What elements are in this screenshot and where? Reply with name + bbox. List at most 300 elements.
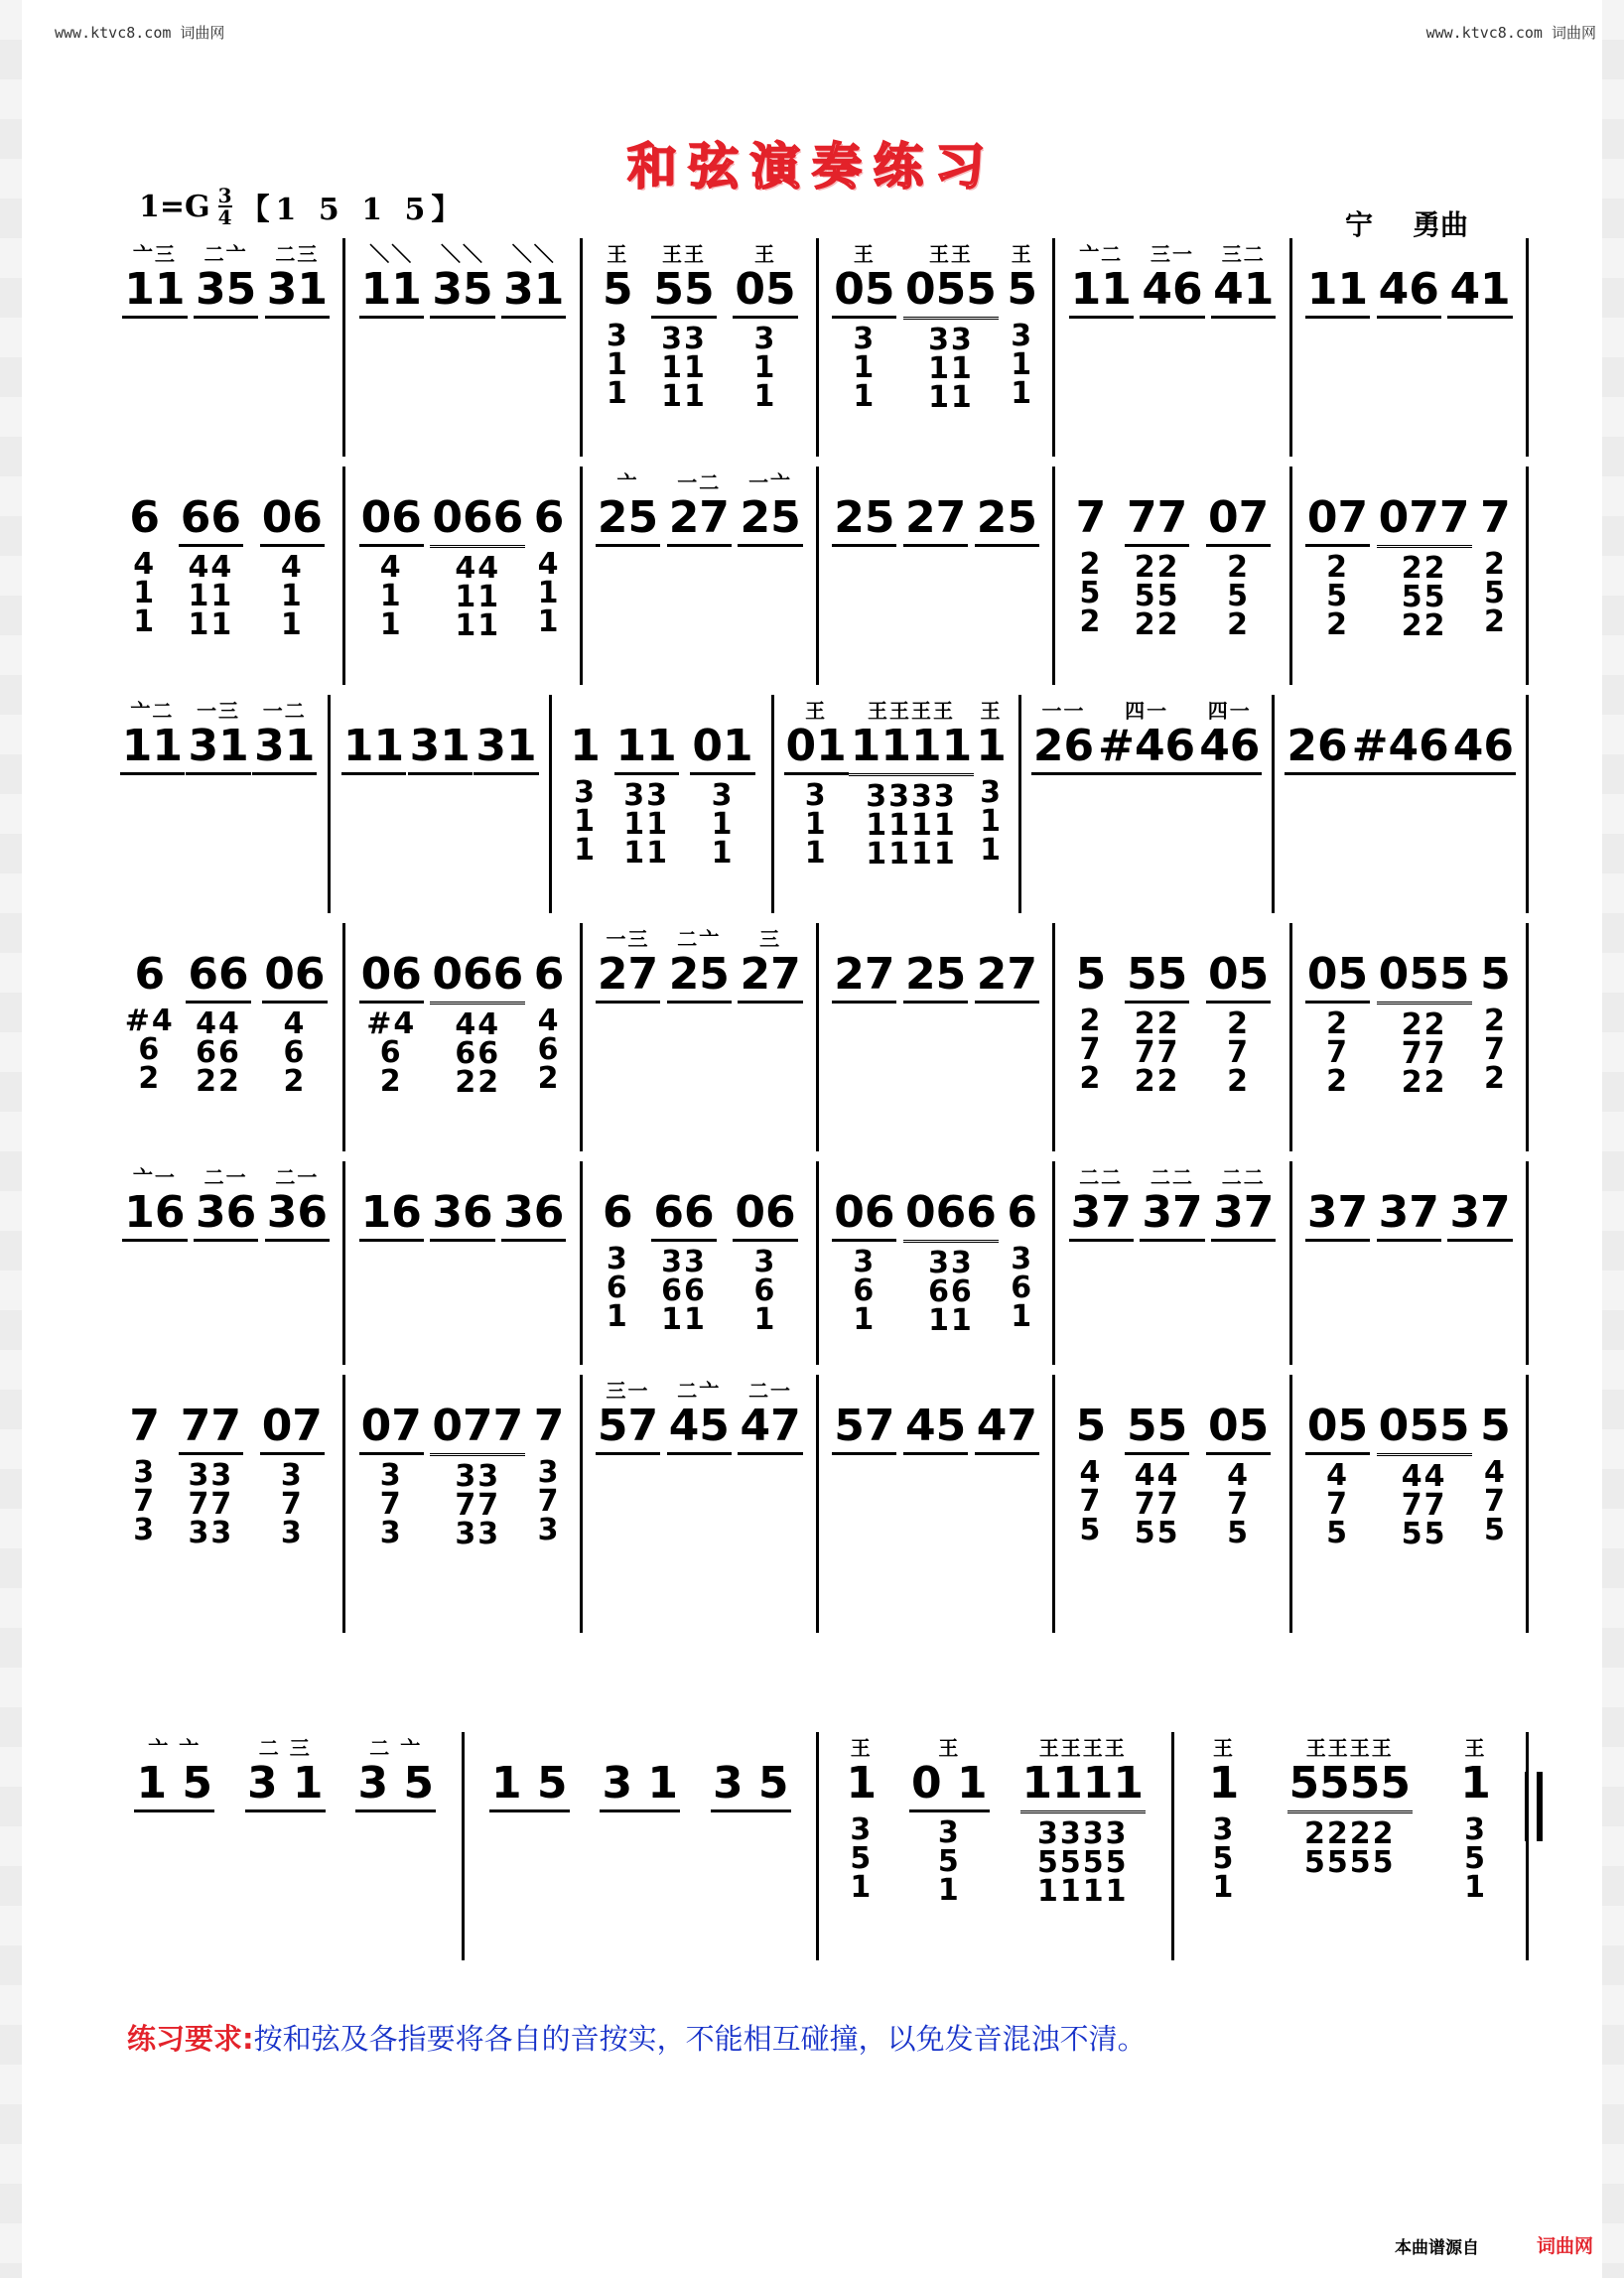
note-group bbox=[596, 1375, 660, 1455]
note-group bbox=[1305, 923, 1370, 1099]
measure bbox=[109, 238, 345, 457]
jianpu-note: 66 bbox=[651, 1187, 716, 1242]
note-group bbox=[1377, 467, 1472, 643]
jianpu-note: 06 bbox=[359, 949, 424, 1004]
chord-stack: 3333 1111 1111 bbox=[866, 779, 957, 871]
jianpu-note: 31 bbox=[265, 264, 330, 319]
fingering-mark: ＼＼ bbox=[369, 242, 414, 266]
chord-stack: #4 6 2 bbox=[124, 1004, 175, 1096]
note-group bbox=[355, 1732, 436, 1812]
chord-stack: 3 1 1 bbox=[804, 778, 828, 871]
chord-stack: 4 6 2 bbox=[537, 1004, 561, 1096]
chord-stack: 33 66 11 bbox=[661, 1245, 707, 1337]
jianpu-note: 45 bbox=[667, 1401, 732, 1455]
note-group bbox=[430, 1161, 494, 1242]
time-signature: 3 4 bbox=[217, 184, 232, 229]
fingering-mark: 王 bbox=[607, 242, 629, 266]
note-group bbox=[134, 1732, 214, 1812]
score-row bbox=[109, 1732, 1529, 1960]
note-group bbox=[1305, 467, 1370, 642]
note-group bbox=[1478, 1375, 1513, 1547]
measure bbox=[1292, 923, 1529, 1151]
chord-stack: 3333 5555 1111 bbox=[1037, 1816, 1129, 1909]
note-group bbox=[341, 695, 406, 775]
measure bbox=[345, 1161, 582, 1365]
note-group bbox=[568, 695, 603, 868]
fingering-mark: 三 bbox=[759, 927, 782, 951]
note-group bbox=[1377, 1375, 1472, 1551]
note-group bbox=[359, 1161, 424, 1242]
jianpu-note: 1 bbox=[570, 721, 601, 771]
note-group bbox=[430, 238, 494, 319]
note-group bbox=[844, 1732, 879, 1905]
jianpu-note: 25 bbox=[903, 949, 968, 1004]
note-group bbox=[903, 1375, 968, 1455]
note-group bbox=[1211, 1161, 1276, 1242]
note-group bbox=[1069, 1161, 1134, 1242]
jianpu-note: 36 bbox=[265, 1187, 330, 1242]
note-group bbox=[265, 238, 330, 319]
note-group bbox=[1478, 923, 1513, 1096]
note-group bbox=[832, 238, 896, 414]
jianpu-note: 077 bbox=[1377, 492, 1472, 548]
fingering-mark: 二二 bbox=[1221, 1165, 1266, 1189]
chord-stack: 4 7 5 bbox=[1483, 1455, 1507, 1547]
note-group bbox=[974, 695, 1009, 868]
fingering-mark: 一二 bbox=[262, 699, 307, 723]
note-group bbox=[651, 238, 716, 414]
jianpu-note: #46 bbox=[1350, 721, 1451, 775]
jianpu-note: 05 bbox=[1206, 949, 1271, 1004]
chord-stack: 33 11 11 bbox=[661, 322, 707, 414]
chord-stack: 3 6 1 bbox=[753, 1245, 777, 1337]
note-group bbox=[1305, 1375, 1370, 1550]
chord-stack: 3 1 1 bbox=[711, 778, 735, 871]
note-group bbox=[600, 1732, 680, 1812]
jianpu-note: 07 bbox=[359, 1401, 424, 1455]
note-group bbox=[1074, 923, 1109, 1096]
note-group bbox=[738, 467, 802, 547]
chord-stack: 22 55 22 bbox=[1401, 551, 1447, 643]
chord-stack: 4 1 1 bbox=[537, 547, 561, 639]
note-group bbox=[903, 923, 968, 1004]
key-label: 1=G bbox=[139, 189, 210, 224]
fingering-mark: 一二 bbox=[677, 470, 722, 494]
jianpu-note: 11 bbox=[1069, 264, 1134, 319]
fingering-mark: 王王 bbox=[928, 242, 973, 266]
fingering-mark: 王王 bbox=[661, 242, 706, 266]
measure bbox=[819, 1732, 1174, 1960]
score-row bbox=[109, 238, 1529, 457]
jianpu-note: 16 bbox=[359, 1187, 424, 1242]
note-group bbox=[1125, 923, 1189, 1099]
note-group bbox=[738, 1375, 802, 1455]
note-group bbox=[1020, 1732, 1146, 1909]
jianpu-note: 3 5 bbox=[711, 1758, 791, 1812]
jianpu-note: 5 bbox=[1480, 949, 1511, 1000]
jianpu-note: 46 bbox=[1451, 721, 1516, 775]
chord-stack: 44 77 55 bbox=[1401, 1459, 1447, 1551]
fingering-mark: 王 bbox=[938, 1736, 961, 1760]
jianpu-note: 7 bbox=[129, 1401, 160, 1451]
chord-stack: 33 77 33 bbox=[455, 1459, 501, 1551]
note-group bbox=[1074, 1375, 1109, 1547]
chord-stack: 4 7 5 bbox=[1227, 1458, 1251, 1550]
note-group bbox=[1206, 467, 1271, 642]
note-group bbox=[1377, 923, 1472, 1100]
jianpu-note: 5 bbox=[603, 264, 633, 315]
note-group bbox=[194, 238, 258, 319]
practice-requirement bbox=[127, 2017, 1147, 2058]
fingering-mark: 王 bbox=[1464, 1736, 1487, 1760]
score-row bbox=[109, 467, 1529, 685]
jianpu-note: 066 bbox=[903, 1187, 999, 1243]
measure bbox=[583, 1161, 819, 1365]
note-group bbox=[1206, 1375, 1271, 1550]
note-group bbox=[265, 1161, 330, 1242]
jianpu-note: 11 bbox=[341, 721, 406, 775]
measure bbox=[583, 1375, 819, 1633]
note-group bbox=[1447, 238, 1512, 319]
site-watermark-left: www.ktvc8.com 词曲网 bbox=[55, 24, 225, 42]
fingering-mark: 二一 bbox=[275, 1165, 320, 1189]
note-group bbox=[1125, 1375, 1189, 1550]
key-signature bbox=[139, 185, 467, 228]
jianpu-note: 3 1 bbox=[245, 1758, 326, 1812]
note-group bbox=[711, 1732, 791, 1812]
fingering-mark: 王 bbox=[805, 699, 828, 723]
chord-stack: 3 7 3 bbox=[280, 1458, 304, 1550]
jianpu-note: 5555 bbox=[1287, 1758, 1413, 1813]
jianpu-note: 07 bbox=[1305, 492, 1370, 547]
measure bbox=[109, 1161, 345, 1365]
measure bbox=[109, 923, 345, 1151]
note-group bbox=[1305, 238, 1370, 319]
tuning-label: 【1 5 1 5】 bbox=[239, 193, 468, 227]
chord-stack: 44 77 55 bbox=[1134, 1458, 1180, 1550]
fingering-mark: 亠二 bbox=[130, 699, 175, 723]
chord-stack: 3 1 1 bbox=[980, 775, 1003, 868]
right-margin-strip bbox=[1602, 0, 1624, 2278]
jianpu-note: 77 bbox=[1125, 492, 1189, 547]
note-group bbox=[832, 1161, 896, 1337]
measure bbox=[583, 467, 819, 685]
jianpu-note: 41 bbox=[1211, 264, 1276, 319]
chord-stack: 33 11 11 bbox=[623, 778, 669, 871]
chord-stack: 3 1 1 bbox=[606, 319, 629, 411]
jianpu-note: 31 bbox=[186, 721, 250, 775]
jianpu-note: 0 1 bbox=[909, 1758, 990, 1812]
jianpu-note: 07 bbox=[1206, 492, 1271, 547]
jianpu-note: 31 bbox=[408, 721, 473, 775]
measure bbox=[1292, 1375, 1529, 1633]
note-group bbox=[127, 1375, 162, 1547]
jianpu-note: 07 bbox=[260, 1401, 325, 1455]
jianpu-note: 46 bbox=[1140, 264, 1204, 319]
source-label: 本曲谱源自 bbox=[1395, 2238, 1479, 2257]
chord-stack: 3 7 3 bbox=[133, 1455, 157, 1547]
jianpu-note: 6 bbox=[603, 1187, 633, 1238]
measure bbox=[819, 1161, 1055, 1365]
note-group bbox=[849, 695, 974, 869]
note-group bbox=[738, 923, 802, 1004]
chord-stack: 3 7 3 bbox=[379, 1458, 403, 1550]
chord-stack: 3 6 1 bbox=[606, 1242, 629, 1334]
jianpu-note: 3 5 bbox=[355, 1758, 436, 1812]
jianpu-note: 37 bbox=[1069, 1187, 1134, 1242]
note-group bbox=[1478, 467, 1513, 639]
jianpu-note: 57 bbox=[832, 1401, 896, 1455]
note-group bbox=[186, 695, 250, 775]
jianpu-note: 1 bbox=[1460, 1758, 1491, 1809]
jianpu-note: 05 bbox=[832, 264, 896, 319]
note-group bbox=[1140, 238, 1204, 319]
chord-stack: 3 7 3 bbox=[537, 1455, 561, 1547]
jianpu-note: 11 bbox=[120, 721, 185, 775]
jianpu-note: 01 bbox=[690, 721, 754, 775]
jianpu-note: 25 bbox=[667, 949, 732, 1004]
jianpu-note: 5 bbox=[1007, 264, 1038, 315]
score-row bbox=[109, 923, 1529, 1151]
fingering-mark: 亠一 bbox=[132, 1165, 177, 1189]
fingering-mark: 三二 bbox=[1221, 242, 1266, 266]
chord-stack: 2 7 2 bbox=[1326, 1006, 1349, 1099]
note-group bbox=[909, 1732, 990, 1908]
jianpu-note: 066 bbox=[430, 492, 525, 548]
note-group bbox=[667, 923, 732, 1004]
jianpu-note: 66 bbox=[186, 949, 250, 1004]
jianpu-note: 16 bbox=[122, 1187, 187, 1242]
jianpu-note: 5 bbox=[1480, 1401, 1511, 1451]
note-group bbox=[1005, 238, 1039, 411]
chord-stack: 4 1 1 bbox=[280, 550, 304, 642]
note-group bbox=[1074, 467, 1109, 639]
chord-stack: #4 6 2 bbox=[366, 1006, 417, 1099]
score-row bbox=[109, 1161, 1529, 1365]
chord-stack: 3 1 1 bbox=[574, 775, 597, 868]
measure bbox=[774, 695, 1021, 913]
composer: 宁 勇曲 bbox=[1345, 208, 1469, 241]
chord-stack: 4 1 1 bbox=[133, 547, 157, 639]
jianpu-note: 6 bbox=[1007, 1187, 1038, 1238]
note-group bbox=[474, 695, 538, 775]
jianpu-note: 25 bbox=[738, 492, 802, 547]
jianpu-note: 055 bbox=[1377, 949, 1472, 1005]
measure bbox=[1292, 1161, 1529, 1365]
note-group bbox=[975, 467, 1039, 547]
jianpu-note: 7 bbox=[1075, 492, 1107, 543]
measure bbox=[583, 238, 819, 457]
jianpu-note: 06 bbox=[262, 949, 327, 1004]
jianpu-note: 47 bbox=[975, 1401, 1039, 1455]
fingering-mark: 一三 bbox=[606, 927, 650, 951]
jianpu-note: 6 bbox=[129, 492, 160, 543]
jianpu-note: #46 bbox=[1096, 721, 1197, 775]
jianpu-note: 25 bbox=[975, 492, 1039, 547]
note-group bbox=[408, 695, 473, 775]
measure bbox=[345, 238, 582, 457]
fingering-mark: 王王王王 bbox=[867, 699, 955, 723]
fingering-mark: 二亠 bbox=[677, 927, 722, 951]
chord-stack: 3 6 1 bbox=[853, 1245, 877, 1337]
note-group bbox=[430, 1375, 525, 1551]
chord-stack: 2 5 2 bbox=[1227, 550, 1251, 642]
chord-stack: 3 5 1 bbox=[1464, 1812, 1487, 1905]
measure bbox=[345, 923, 582, 1151]
chord-stack: 4 6 2 bbox=[283, 1006, 307, 1099]
note-group bbox=[733, 238, 797, 414]
note-group bbox=[186, 923, 250, 1099]
jianpu-note: 1 bbox=[846, 1758, 878, 1809]
jianpu-note: 077 bbox=[430, 1401, 525, 1456]
jianpu-note: 25 bbox=[832, 492, 896, 547]
jianpu-note: 06 bbox=[733, 1187, 797, 1242]
measure bbox=[819, 1375, 1055, 1633]
jianpu-note: 31 bbox=[474, 721, 538, 775]
fingering-mark: 二亠 bbox=[677, 1379, 722, 1403]
jianpu-note: 27 bbox=[667, 492, 732, 547]
jianpu-note: 6 bbox=[533, 492, 565, 543]
score-row bbox=[109, 695, 1529, 913]
left-margin-strip bbox=[0, 0, 22, 2278]
fingering-mark: 二亠 bbox=[203, 242, 248, 266]
site-watermark-right: www.ktvc8.com 词曲网 bbox=[1425, 24, 1596, 42]
fingering-mark: 王 bbox=[1011, 242, 1033, 266]
measure bbox=[1174, 1732, 1530, 1960]
note-group bbox=[1451, 695, 1516, 775]
measure bbox=[819, 467, 1055, 685]
fingering-mark: 一三 bbox=[197, 699, 241, 723]
jianpu-note: 7 bbox=[1480, 492, 1511, 543]
fingering-mark: 亠 亠 bbox=[148, 1736, 202, 1760]
jianpu-note: 55 bbox=[1125, 949, 1189, 1004]
fingering-mark: 二一 bbox=[203, 1165, 248, 1189]
note-group bbox=[832, 467, 896, 547]
jianpu-note: 26 bbox=[1285, 721, 1349, 775]
jianpu-note: 55 bbox=[1125, 1401, 1189, 1455]
measure bbox=[1055, 1161, 1291, 1365]
note-group bbox=[359, 1375, 424, 1550]
jianpu-note: 27 bbox=[738, 949, 802, 1004]
note-group bbox=[1447, 1161, 1512, 1242]
fingering-mark: 三一 bbox=[1150, 242, 1194, 266]
fingering-mark: 二二 bbox=[1150, 1165, 1194, 1189]
jianpu-note: 37 bbox=[1305, 1187, 1370, 1242]
jianpu-note: 37 bbox=[1447, 1187, 1512, 1242]
measure bbox=[109, 467, 345, 685]
measure bbox=[1055, 923, 1291, 1151]
jianpu-note: 05 bbox=[1305, 1401, 1370, 1455]
note-group bbox=[1096, 695, 1197, 775]
note-group bbox=[601, 1161, 635, 1334]
note-group bbox=[359, 923, 424, 1099]
fingering-mark: 二二 bbox=[1079, 1165, 1124, 1189]
fingering-mark: 王 bbox=[850, 1736, 873, 1760]
jianpu-note: 11 bbox=[1305, 264, 1370, 319]
note-group bbox=[122, 1161, 187, 1242]
jianpu-note: 5 bbox=[1075, 949, 1107, 1000]
note-group bbox=[1069, 238, 1134, 319]
jianpu-note: 055 bbox=[903, 264, 999, 320]
jianpu-note: 1 bbox=[976, 721, 1007, 771]
note-group bbox=[596, 467, 660, 547]
note-group bbox=[1350, 695, 1451, 775]
chord-stack: 44 11 11 bbox=[455, 551, 501, 643]
measure bbox=[1055, 1375, 1291, 1633]
fingering-mark: 二三 bbox=[275, 242, 320, 266]
chord-stack: 4 7 5 bbox=[1326, 1458, 1349, 1550]
note-group bbox=[501, 238, 566, 319]
note-group bbox=[430, 467, 525, 643]
note-group bbox=[359, 238, 424, 319]
chord-stack: 22 77 22 bbox=[1401, 1007, 1447, 1100]
chord-stack: 2 5 2 bbox=[1483, 547, 1507, 639]
note-group bbox=[1005, 1161, 1039, 1334]
chord-stack: 2 7 2 bbox=[1483, 1004, 1507, 1096]
note-group bbox=[1206, 923, 1271, 1099]
fingering-mark: 王 bbox=[980, 699, 1003, 723]
chord-stack: 3 1 1 bbox=[853, 322, 877, 414]
chord-stack: 4 1 1 bbox=[379, 550, 403, 642]
chord-stack: 44 66 22 bbox=[196, 1006, 241, 1099]
note-group bbox=[690, 695, 754, 871]
fingering-mark: ＼＼ bbox=[440, 242, 484, 266]
note-group bbox=[122, 238, 187, 319]
note-group bbox=[1377, 238, 1441, 319]
measure bbox=[1055, 467, 1291, 685]
score-row bbox=[109, 1375, 1529, 1633]
jianpu-note: 055 bbox=[1377, 1401, 1472, 1456]
note-group bbox=[532, 1375, 567, 1547]
chord-stack: 22 55 22 bbox=[1134, 550, 1180, 642]
jianpu-note: 31 bbox=[501, 264, 566, 319]
chord-stack: 3 6 1 bbox=[1011, 1242, 1034, 1334]
jianpu-note: 05 bbox=[1206, 1401, 1271, 1455]
note-group bbox=[1031, 695, 1096, 775]
jianpu-note: 66 bbox=[179, 492, 243, 547]
jianpu-note: 5 bbox=[1075, 1401, 1107, 1451]
note-group bbox=[975, 1375, 1039, 1455]
fingering-mark: 三一 bbox=[606, 1379, 650, 1403]
measure bbox=[331, 695, 552, 913]
note-group bbox=[596, 923, 660, 1004]
jianpu-note: 35 bbox=[194, 264, 258, 319]
jianpu-note: 41 bbox=[1447, 264, 1512, 319]
chord-stack: 3 5 1 bbox=[937, 1815, 961, 1908]
chord-stack: 33 77 33 bbox=[188, 1458, 234, 1550]
measure bbox=[109, 1732, 465, 1960]
jianpu-note: 31 bbox=[252, 721, 317, 775]
jianpu-note: 066 bbox=[430, 949, 525, 1005]
note-group bbox=[903, 1161, 999, 1338]
note-group bbox=[120, 695, 185, 775]
measure bbox=[1021, 695, 1276, 913]
note-group bbox=[1197, 695, 1262, 775]
measure bbox=[1275, 695, 1529, 913]
jianpu-note: 11 bbox=[614, 721, 679, 775]
fingering-mark: 四一 bbox=[1207, 699, 1252, 723]
jianpu-note: 05 bbox=[733, 264, 797, 319]
note-group bbox=[1458, 1732, 1493, 1905]
jianpu-note: 36 bbox=[194, 1187, 258, 1242]
requirement-text: 按和弦及各指要将各自的音按实，不能相互碰撞，以免发音混浊不清。 bbox=[253, 2022, 1147, 2056]
note-group bbox=[601, 238, 635, 411]
note-group bbox=[784, 695, 849, 871]
jianpu-note: 36 bbox=[430, 1187, 494, 1242]
note-group bbox=[359, 467, 424, 642]
note-group bbox=[1305, 1161, 1370, 1242]
note-group bbox=[667, 467, 732, 547]
